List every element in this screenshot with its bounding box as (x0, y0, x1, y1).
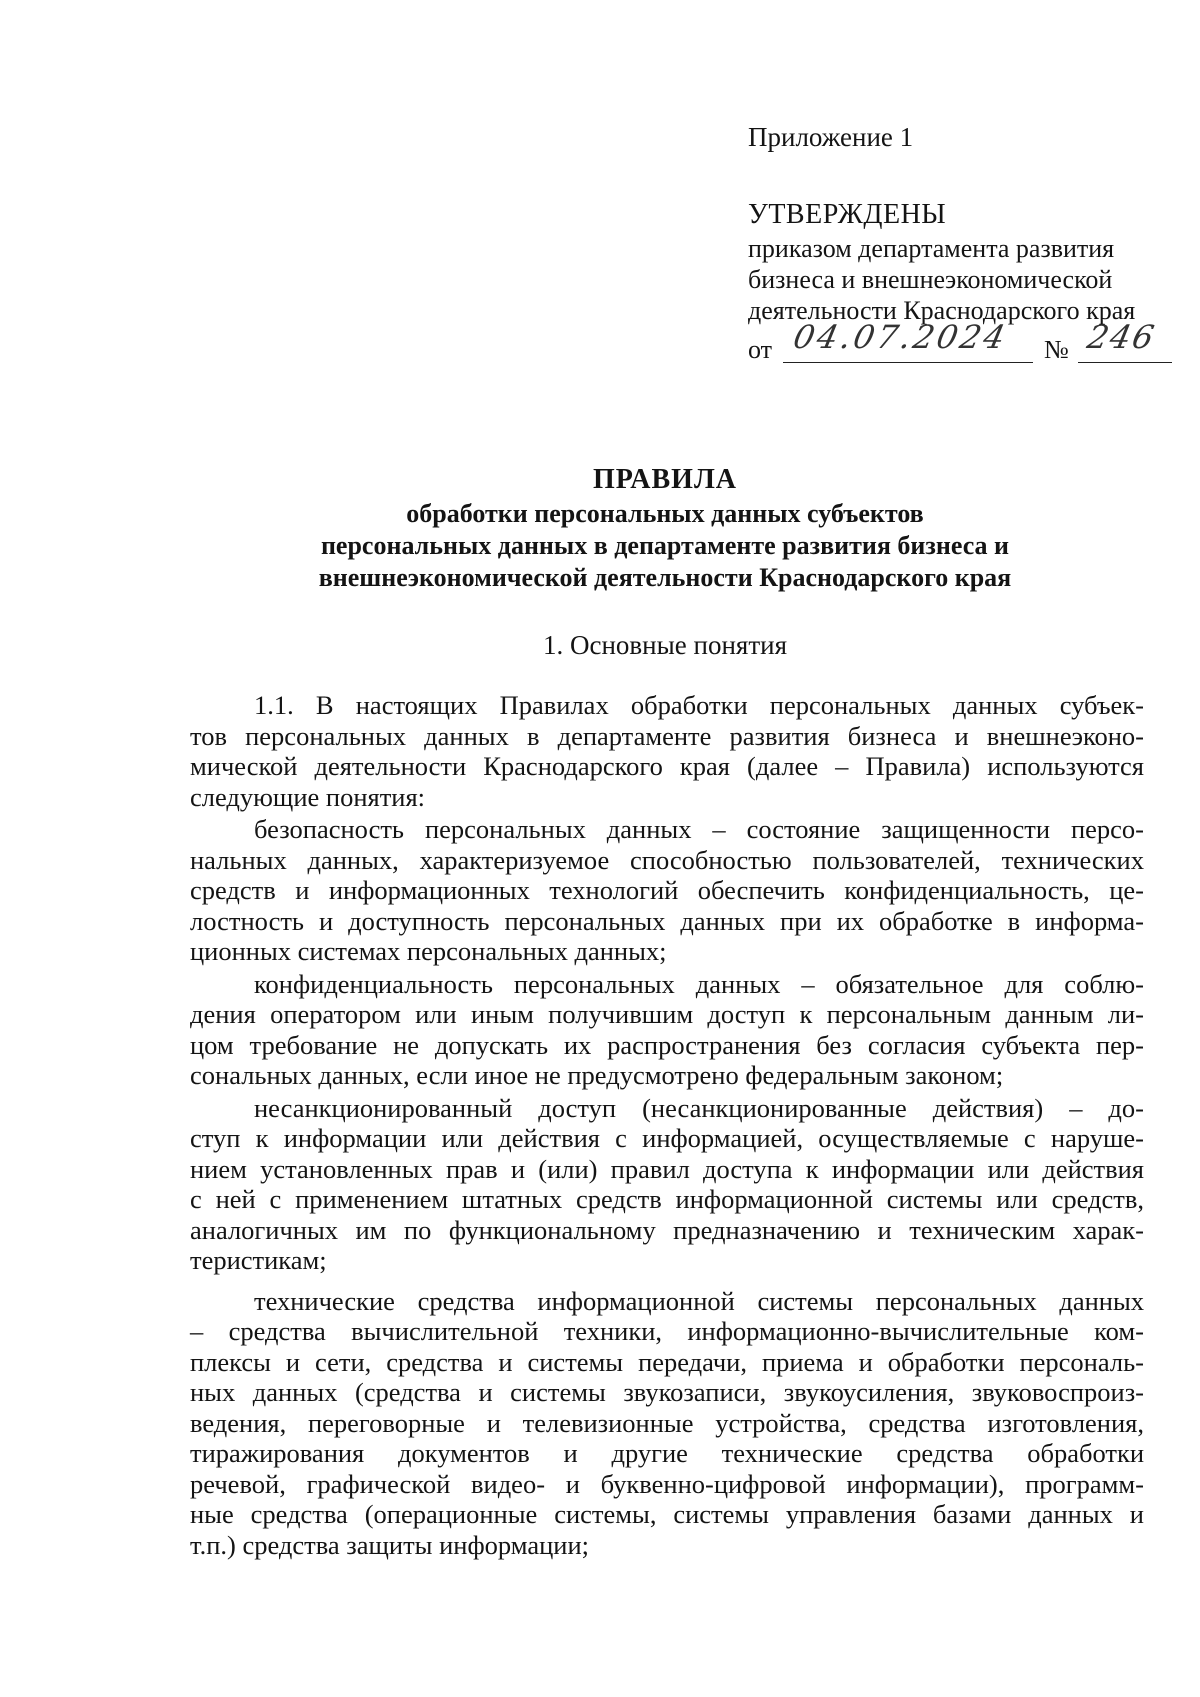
title-line: внешнеэкономической деятельности Краснодарского края (318, 563, 1012, 592)
text-line: – средства вычислительной техники, информационно-вычислительные ком- (190, 1316, 1144, 1346)
document-body (190, 690, 1144, 1560)
text-line: лостность и доступность персональных данных при их обработке в информа- (190, 905, 1144, 936)
definition-confidentiality (190, 969, 1144, 1091)
text-line: т.п.) средства защиты информации; (190, 1529, 589, 1560)
order-date-number (748, 318, 1178, 368)
definition-technical-means (190, 1286, 1144, 1561)
document-title (150, 462, 1180, 594)
text-line: ведения, переговорные и телевизионные устройства, средства изготовления, (190, 1407, 1144, 1438)
approval-line: деятельности Краснодарского края (748, 296, 1136, 325)
number-sign: № (1044, 335, 1069, 364)
title-main: ПРАВИЛА (592, 464, 738, 495)
paragraph-1-1 (190, 690, 1144, 812)
text-line: средств и информационных технологий обеспечить конфиденциальность, це- (190, 875, 1144, 905)
handwritten-date: 04.07.2024 (790, 318, 1012, 356)
text-line: безопасность персональных данных – состояние защищенности персо- (254, 814, 1144, 844)
text-line: аналогичных им по функциональному предназначению и техническим харак- (190, 1214, 1144, 1245)
text-line: ционных системах персональных данных; (190, 936, 667, 966)
text-line: с ней с применением штатных средств информационной системы или средств, (190, 1184, 1144, 1214)
text-line: ные средства (операционные системы, системы управления базами данных и (190, 1499, 1144, 1529)
section-heading: 1. Основные понятия (543, 630, 787, 660)
text-line: мической деятельности Краснодарского края (далее – Правила) используются (190, 751, 1144, 781)
text-line: теристикам; (190, 1245, 327, 1275)
text-line: нием установленных прав и (или) правил доступа к информации или действия (190, 1153, 1144, 1184)
from-label: от (748, 335, 773, 364)
text-line: конфиденциальность персональных данных – обязательное для соблю- (254, 968, 1144, 999)
appendix-label: Приложение 1 (748, 122, 914, 152)
text-line: речевой, графической видео- и буквенно-цифровой информации), программ- (190, 1468, 1144, 1499)
text-line: сональных данных, если иное не предусмотрено федеральным законом; (190, 1060, 1004, 1090)
text-line: следующие понятия: (190, 781, 426, 812)
text-line: ных данных (средства и системы звукозаписи, звукоусиления, звуковоспроиз- (190, 1377, 1144, 1407)
handwritten-number: 246 (1084, 318, 1160, 356)
text-line: технические средства информационной системы персональных данных (254, 1285, 1144, 1316)
text-line: плексы и сети, средства и системы передачи, приема и обработки персональ- (190, 1346, 1144, 1377)
definition-unauthorized-access (190, 1093, 1144, 1276)
title-line: обработки персональных данных субъектов (406, 499, 924, 528)
approval-line: приказом департамента развития (748, 234, 1115, 263)
text-line: дения оператором или иным получившим доступ к персональным данным ли- (190, 999, 1144, 1029)
text-line: нальных данных, характеризуемое способностью пользователей, технических (190, 844, 1144, 875)
approval-line: бизнеса и внешнеэкономической (748, 265, 1113, 294)
text-line: 1.1. В настоящих Правилах обработки персональных данных субъек- (254, 690, 1144, 720)
text-line: несанкционированный доступ (несанкционированные действия) – до- (254, 1092, 1144, 1123)
text-line: ступ к информации или действия с информацией, осуществляемые с наруше- (190, 1123, 1144, 1153)
title-line: персональных данных в департаменте развития бизнеса и (320, 531, 1010, 560)
text-line: цом требование не допускать их распространения без согласия субъекта пер- (190, 1029, 1144, 1060)
text-line: тиражирования документов и другие технические средства обработки (190, 1438, 1144, 1468)
definition-security (190, 814, 1144, 967)
text-line: тов персональных данных в департаменте развития бизнеса и внешнеэконо- (190, 720, 1144, 751)
approval-block (748, 122, 1178, 368)
approved-heading: УТВЕРЖДЕНЫ (748, 199, 947, 230)
